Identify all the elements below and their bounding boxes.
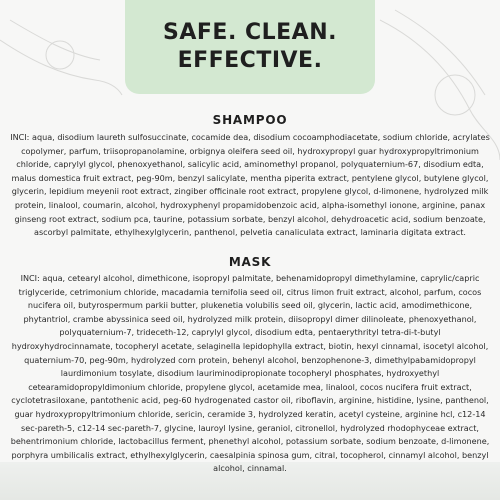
headline-line-1: SAFE. CLEAN. (163, 20, 337, 45)
shampoo-title: SHAMPOO (212, 113, 288, 127)
shampoo-ingredients: INCI: aqua, disodium laureth sulfosuccinate, cocamide dea, disodium cocoamphodiacetate, sodium chloride, acrylates copolymer, parfum, triisopropanolamine, orbignya oleifera seed oil, hydroxypropyl guar hydroxypropyltrimonium chloride, caprylyl glycol, phenoxyethanol, salicylic acid, aminomethyl propanol, polyquaternium-67, disodium edta, malus domestica fruit extract, peg-90m, benzyl salicylate, mentha piperita extract, pentylene glycol, butylene glycol, glycerin, lepidium meyenii root extract, zingiber officinale root extract, propylene glycol, d-limonene, hydrolyzed milk protein, linalool, coumarin, alcohol, hydroxyphenyl propamidobenzoic acid, alpha-isomethyl ionone, arginine, panax ginseng root extract, sodium pca, taurine, potassium sorbate, benzyl alcohol, dehydroacetic acid, sodium benzoate, ascorbyl palmitate, ethylhexylglycerin, panthenol, pelvetia canaliculata extract, laminaria digitata extract. (10, 132, 490, 238)
headline-banner (125, 0, 375, 94)
mask-title: MASK (228, 255, 272, 269)
mask-ingredients: INCI: aqua, cetearyl alcohol, dimethicone, isopropyl palmitate, behenamidopropyl dimethylamine, caprylic/capric triglyceride, cetrimonium chloride, macadamia ternifolia seed oil, citrus limon fruit extract, alcohol, parfum, cocos nucifera oil, butyrospermum parkii butter, plukenetia volubilis seed oil, glycerin, lactic acid, amodimethicone, phytantriol, crambe abyssinica seed oil, hydrolyzed milk protein, diisopropyl dimer dilinoleate, phenoxyethanol, polyquaternium-7, trideceth-12, caprylyl glycol, disodium edta, pentaerythrityl tetra-di-t-butyl hydroxyhydrocinnamate, tocopheryl acetate, selaginella lepidophylla extract, biotin, hexyl cinnamal, isocetyl alcohol, quaternium-70, peg-90m, hydrolyzed corn protein, behenyl alcohol, benzophenone-3, dimethylpabamidopropyl laurdimonium tosylate, disodium lauriminodipropionate tocopheryl phosphates, hydroxyethyl cetearamidopropyldimonium chloride, propylene glycol, acetamide mea, linalool, cocos nucifera fruit extract, cyclotetrasiloxane, pantothenic acid, peg-60 hydrogenated castor oil, riboflavin, arginine, histidine, lysine, panthenol, guar hydroxypropyltrimonium chloride, sericin, ceramide 3, hydrolyzed keratin, acetyl cysteine, arginine hcl, c12-14 sec-pareth-5, c12-14 sec-pareth-7, glycine, lauroyl lysine, geraniol, citronellol, hydrolyzed rhodophyceae extract, behentrimonium chloride, lactobacillus ferment, phenethyl alcohol, potassium sorbate, sodium benzoate, d-limonene, porphyra umbilicalis extract, ethylhexylglycerin, caesalpinia spinosa gum, citral, tocopherol, cinnamyl alcohol, benzyl alcohol, cinnamal. (10, 273, 490, 474)
headline-line-2: EFFECTIVE. (177, 48, 323, 73)
